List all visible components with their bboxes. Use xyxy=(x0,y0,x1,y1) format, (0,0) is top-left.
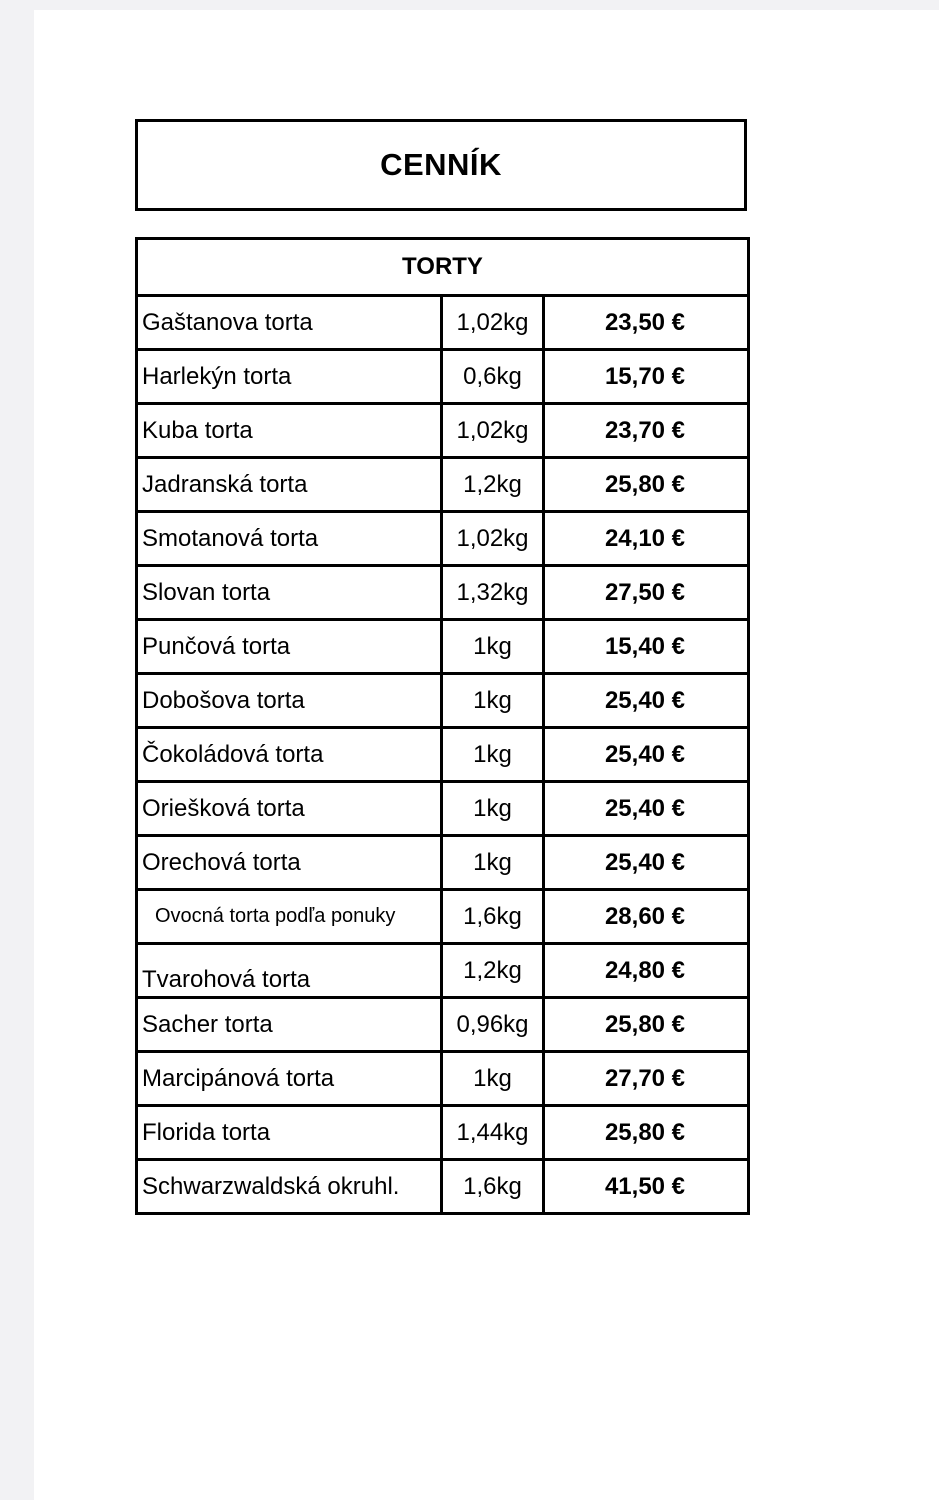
cake-weight: 0,6kg xyxy=(442,350,544,404)
table-row xyxy=(137,1052,749,1106)
cake-price: 24,80 € xyxy=(544,944,749,998)
cake-weight: 1kg xyxy=(442,836,544,890)
cake-name: Smotanová torta xyxy=(137,512,442,566)
cake-weight: 1,32kg xyxy=(442,566,544,620)
cake-name: Ovocná torta podľa ponuky xyxy=(137,890,442,944)
cake-weight: 0,96kg xyxy=(442,998,544,1052)
cake-name: Tvarohová torta xyxy=(137,944,442,998)
cake-price: 25,40 € xyxy=(544,674,749,728)
cake-name: Schwarzwaldská okruhl. xyxy=(137,1160,442,1214)
cake-weight: 1kg xyxy=(442,674,544,728)
cake-weight: 1kg xyxy=(442,728,544,782)
table-row xyxy=(137,404,749,458)
cake-weight: 1,6kg xyxy=(442,890,544,944)
table-row xyxy=(137,674,749,728)
cake-weight: 1,02kg xyxy=(442,512,544,566)
table-row xyxy=(137,890,749,944)
cake-name: Jadranská torta xyxy=(137,458,442,512)
table-row xyxy=(137,350,749,404)
cake-weight: 1,44kg xyxy=(442,1106,544,1160)
cake-weight: 1,02kg xyxy=(442,404,544,458)
cake-price: 25,80 € xyxy=(544,1106,749,1160)
cake-price: 27,50 € xyxy=(544,566,749,620)
table-header: TORTY xyxy=(137,239,749,296)
cake-price: 25,80 € xyxy=(544,998,749,1052)
cake-weight: 1,02kg xyxy=(442,296,544,350)
cake-name: Harlekýn torta xyxy=(137,350,442,404)
table-row xyxy=(137,1160,749,1214)
cake-price: 15,70 € xyxy=(544,350,749,404)
cake-name: Florida torta xyxy=(137,1106,442,1160)
table-row xyxy=(137,998,749,1052)
cake-name: Gaštanova torta xyxy=(137,296,442,350)
cake-weight: 1kg xyxy=(442,782,544,836)
table-row xyxy=(137,458,749,512)
cake-weight: 1,6kg xyxy=(442,1160,544,1214)
cake-price: 15,40 € xyxy=(544,620,749,674)
cake-name: Oriešková torta xyxy=(137,782,442,836)
cake-name: Orechová torta xyxy=(137,836,442,890)
cake-price: 24,10 € xyxy=(544,512,749,566)
table-row xyxy=(137,296,749,350)
cake-name: Marcipánová torta xyxy=(137,1052,442,1106)
cake-price: 25,80 € xyxy=(544,458,749,512)
cake-name: Slovan torta xyxy=(137,566,442,620)
table-header-row xyxy=(137,239,749,296)
cake-price: 25,40 € xyxy=(544,836,749,890)
cake-name: Čokoládová torta xyxy=(137,728,442,782)
cake-name: Kuba torta xyxy=(137,404,442,458)
cake-weight: 1kg xyxy=(442,620,544,674)
table-row xyxy=(137,1106,749,1160)
cake-name: Dobošova torta xyxy=(137,674,442,728)
table-row xyxy=(137,728,749,782)
cake-weight: 1,2kg xyxy=(442,944,544,998)
cake-price: 23,70 € xyxy=(544,404,749,458)
cake-price: 28,60 € xyxy=(544,890,749,944)
cake-price: 23,50 € xyxy=(544,296,749,350)
table-row xyxy=(137,836,749,890)
table-row xyxy=(137,944,749,998)
cake-name: Sacher torta xyxy=(137,998,442,1052)
cake-weight: 1,2kg xyxy=(442,458,544,512)
cake-price: 41,50 € xyxy=(544,1160,749,1214)
table-body xyxy=(137,296,749,1214)
table-row xyxy=(137,620,749,674)
table-row xyxy=(137,512,749,566)
cake-name: Punčová torta xyxy=(137,620,442,674)
cake-price: 25,40 € xyxy=(544,782,749,836)
cake-weight: 1kg xyxy=(442,1052,544,1106)
table-row xyxy=(137,782,749,836)
cake-price: 27,70 € xyxy=(544,1052,749,1106)
price-table xyxy=(135,237,750,1215)
table-row xyxy=(137,566,749,620)
cake-price: 25,40 € xyxy=(544,728,749,782)
document-title: CENNÍK xyxy=(135,119,747,211)
